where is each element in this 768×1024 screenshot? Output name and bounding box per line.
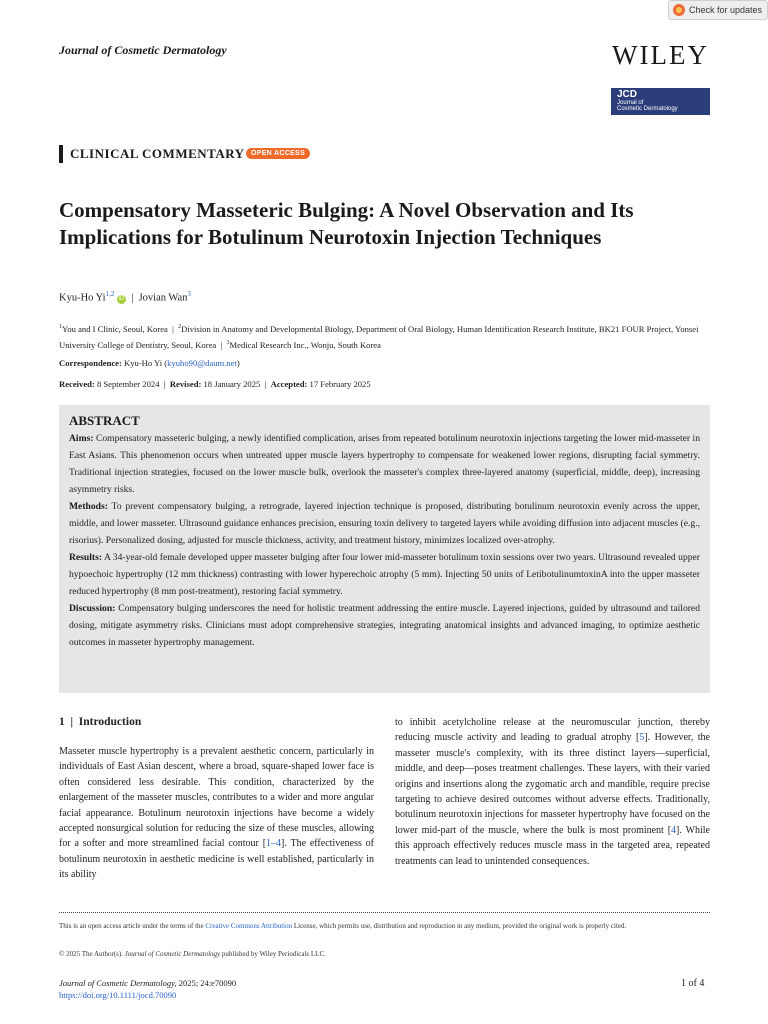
page-number: 1 of 4 — [681, 978, 705, 989]
article-type: CLINICAL COMMENTARY — [70, 146, 245, 161]
abstract-aims: Aims: Compensatory masseteric bulging, a newly identified complication, arises from repeated botulinum neurotoxin injections targeting the lower mid-masseter in East Asians. This phenomenon occurs when untreated upper muscle layers hypertrophy to compensate for weakened lower regions, disrupting facial symmetry. Traditional injection strategies, focused on the lower muscle bulk, overlook the masseter's complex three-layered anatomy (superficial, middle, deep), increasing asymmetry risks. — [69, 433, 700, 495]
article-dates: Received: 8 September 2024 | Revised: 18 January 2025 | Accepted: 17 February 2025 — [59, 379, 371, 389]
orcid-icon[interactable]: iD — [118, 295, 125, 302]
abstract-results: Results: A 34-year-old female developed upper masseter bulging after four lower mid-masseter botulinum toxin sessions over two years. Ultrasound revealed upper hypoechoic hypertrophy (12 mm thickness) contrasting with lower hyperechoic atrophy (5 mm). Injecting 50 units of LetibotulinumtoxinA into the upper masseter reduced hypertrophy (8 mm post-treatment), restoring facial symmetry. — [69, 552, 700, 597]
body-column-right: to inhibit acetylcholine release at the neuromuscular junction, thereby reducing muscle activity and leading to gradual atrophy [5]. However, the masseter muscle's complexity, with its three distinct layers—superficial, middle, and deep—poses treatment challenges. These layers, with their varied origins and insertions along the zygomatic arch and mandible, require precise targeting to achieve desired outcomes without adverse effects. Traditionally, botulinum neurotoxin injections for masseter hypertrophy have focused on the lower mid-part of the muscle, where the bulk is most prominent [4]. While this approach effectively reduces muscle mass in the targeted area, repeated treatments can lead to unintended consequences. — [395, 717, 710, 867]
abstract-heading: ABSTRACT — [69, 413, 140, 428]
author-affil-ref[interactable]: 1,2 — [105, 290, 115, 298]
doi-link[interactable]: https://doi.org/10.1111/jocd.70090 — [59, 990, 177, 1000]
section-heading: 1 | Introduction — [59, 716, 142, 728]
footer-divider — [59, 912, 710, 913]
affiliations: $^1$You and I Clinic, Seoul, Korea | $^2$Division in Anatomy and Developmental Biology, Department of Oral Biology, Human Identification Research Institute, BK21 FOUR Project, Yonsei University College of Dentistry, Seoul, Korea | $^3$Medical Research Inc., Wonju, South Korea — [59, 323, 699, 350]
correspondence-email-link[interactable]: kyuho90@daum.net — [167, 358, 237, 368]
license-link[interactable]: Creative Commons Attribution — [205, 922, 293, 930]
journal-badge-subtitle: Journal of Cosmetic Dermatology — [617, 100, 678, 112]
abstract-methods: Methods: To prevent compensatory bulging, a retrograde, layered injection technique is proposed, distributing botulinum neurotoxin evenly across the upper, middle, and lower masseter. Ultrasound guidance enhances precision, ensuring toxin delivery to targeted layers while avoiding diffusion into adjacent muscles (e.g., risorius). Personalized dosing, adjusted for muscle thickness, activity, and treatment history, minimizes localized over-atrophy. — [69, 501, 700, 546]
footer-citation: Journal of Cosmetic Dermatology, 2025; 24:e70090 — [59, 978, 237, 988]
author-affil-ref[interactable]: 3 — [187, 290, 191, 298]
journal-badge-abbr: JCD — [617, 89, 638, 100]
reference-link[interactable]: 4 — [671, 824, 677, 836]
author-name[interactable]: Kyu-Ho Yi — [59, 292, 106, 304]
author-list: Kyu-Ho Yi$^{1,2}$ iD | Jovian Wan$^3$ — [59, 290, 191, 304]
abstract-box — [59, 405, 710, 693]
publisher-logo: WILEY — [612, 40, 709, 70]
body-column-left: Masseter muscle hypertrophy is a prevalent aesthetic concern, particularly in individuals of East Asian descent, where a broad, square-shaped lower face is often considered less desirable. This condition, characterized by the enlargement of the masseter muscles, contributes to a wider and more angular facial appearance. Botulinum neurotoxin injections have become a widely accepted nonsurgical solution for reducing the size of these muscles, allowing for a softer and more streamlined facial contour [1–4]. The effectiveness of botulinum neurotoxin in aesthetic medicine is well established, particularly in its ability — [59, 746, 374, 881]
open-access-badge: OPEN ACCESS — [246, 148, 310, 159]
article-title: Compensatory Masseteric Bulging: A Novel Observation and Its Implications for Botulinum Neurotoxin Injection Techniques — [59, 198, 634, 249]
abstract-discussion: Discussion: Compensatory bulging underscores the need for holistic treatment addressing the entire muscle. Layered injections, guided by ultrasound and tailored dosing, mitigate asymmetry risks. Clinicians must adopt comprehensive strategies, integrating anatomical insights and advanced imaging, to optimize aesthetic outcomes in masseter hypertrophy management. — [69, 603, 700, 648]
correspondence: Correspondence: Kyu-Ho Yi (kyuho90@daum.net) — [59, 358, 240, 368]
reference-link[interactable]: 1–4 — [266, 838, 282, 850]
check-updates-icon — [673, 4, 685, 16]
license-note: This is an open access article under the terms of the Creative Commons Attribution License, which permits use, distribution and reproduction in any medium, provided the original work is properly cited. — [59, 922, 627, 930]
check-for-updates-button[interactable] — [668, 0, 768, 20]
copyright-note: © 2025 The Author(s). Journal of Cosmetic Dermatology published by Wiley Periodicals LLC. — [59, 950, 326, 958]
journal-badge — [611, 88, 710, 115]
journal-name: Journal of Cosmetic Dermatology — [59, 43, 227, 57]
author-name[interactable]: Jovian Wan — [138, 292, 188, 304]
article-type-marker — [59, 145, 63, 163]
reference-link[interactable]: 5 — [639, 732, 645, 744]
check-updates-label: Check for updates — [689, 5, 763, 15]
